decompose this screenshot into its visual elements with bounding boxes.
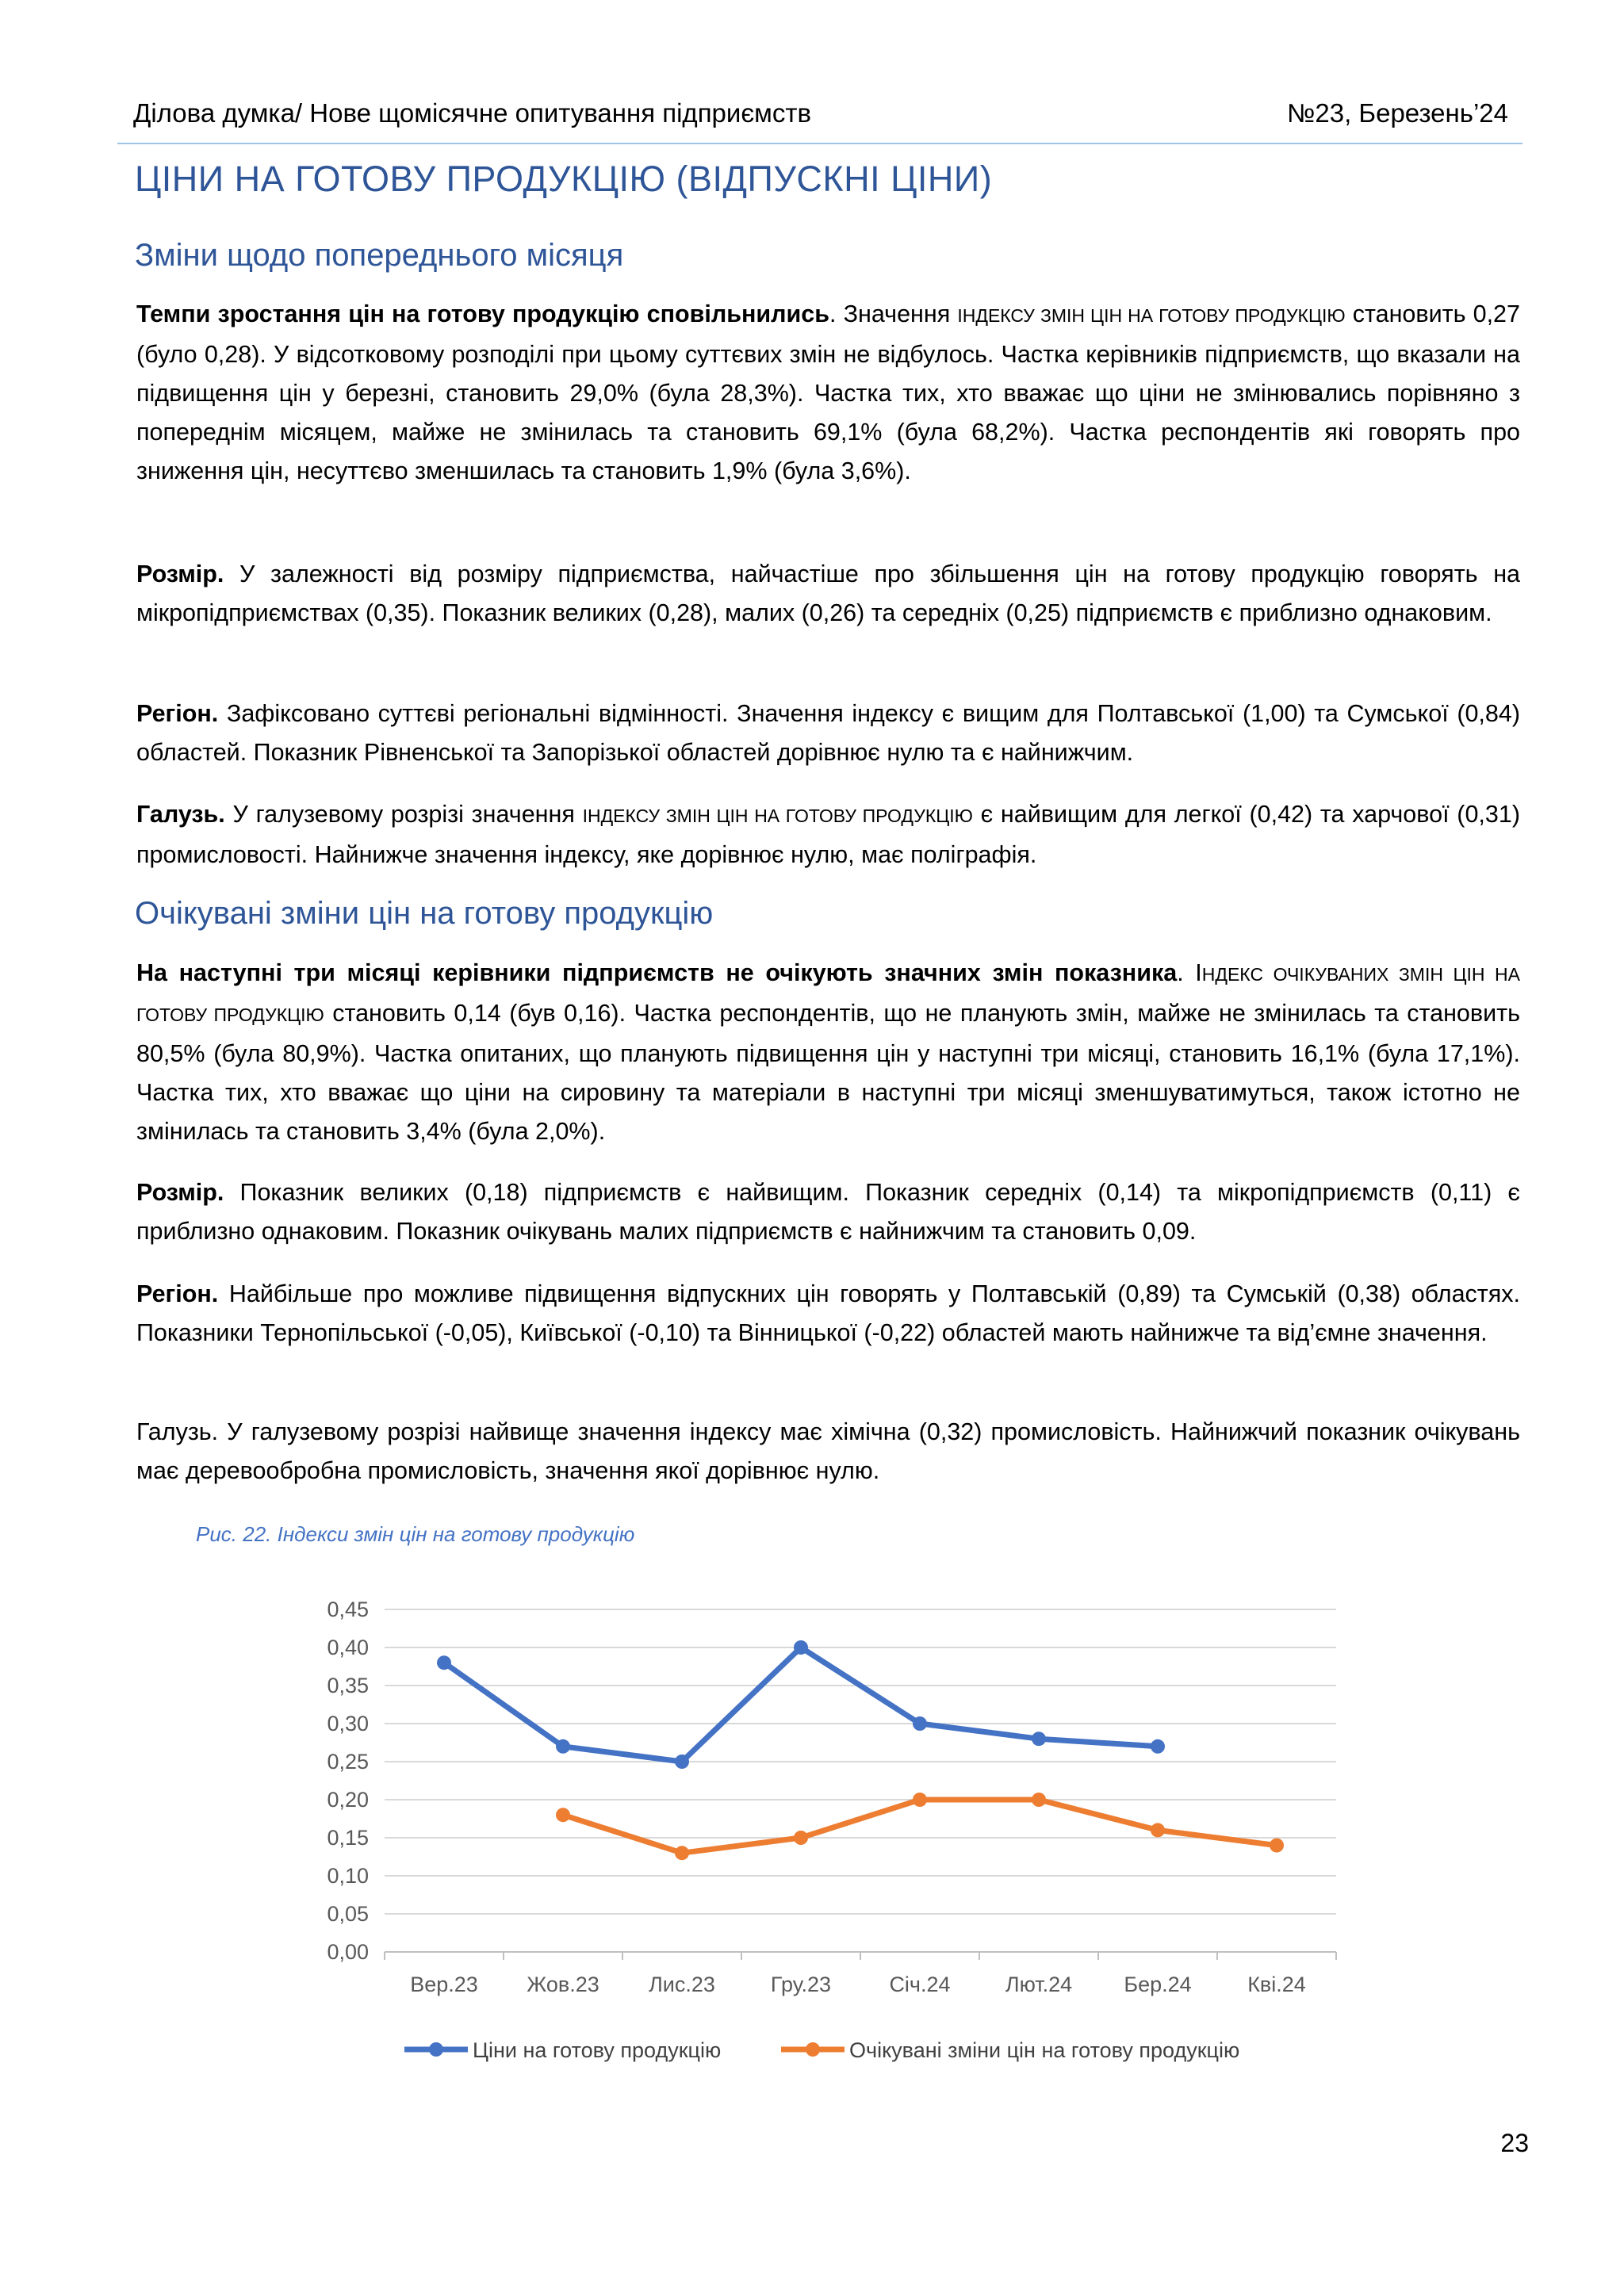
- page-header: [117, 98, 1522, 144]
- header-issue: №23, Березень’24: [1286, 98, 1508, 128]
- paragraph-expected-region: Регіон. Найбільше про можливе підвищення відпускних цін говорять у Полтавській (0,89) та Сумській (0,38) областях. Показники Тернопільської (-0,05), Київської (-0,10) та Вінницької (-0,22) областей мають найнижче та від’ємне значення.: [136, 1280, 1520, 1346]
- legend-marker: [806, 2042, 820, 2057]
- chart-x-axis: [385, 1952, 1336, 1996]
- y-tick-label: 0,45: [327, 1598, 369, 1621]
- section-heading-changes: Зміни щодо попереднього місяця: [135, 238, 624, 273]
- y-tick-label: 0,05: [327, 1902, 369, 1926]
- section-heading-expected: Очікувані зміни цін на готову продукцію: [135, 896, 714, 931]
- y-tick-label: 0,40: [327, 1636, 369, 1659]
- series-line: [563, 1800, 1277, 1853]
- paragraph-expected-industry: Галузь. У галузевому розрізі найвище значення індексу має хімічна (0,32) промисловість. Найнижчий показник очікувань має деревообробна промисловість, значення якої дорівнює нулю.: [136, 1418, 1520, 1484]
- legend-label: Очікувані зміни цін на готову продукцію: [849, 2038, 1240, 2062]
- page-number: 23: [1500, 2129, 1529, 2157]
- header-publication: Ділова думка/ Нове щомісячне опитування підприємств: [133, 98, 812, 128]
- y-tick-label: 0,00: [327, 1940, 369, 1964]
- data-point: [1032, 1732, 1046, 1746]
- series-line: [444, 1647, 1158, 1762]
- x-tick-label: Січ.24: [889, 1973, 951, 1996]
- paragraph-expected-changes: На наступні три місяці керівники підприємств не очікують значних змін показника. ІНДЕКС ОЧІКУВАНИХ ЗМІН ЦІН НА ГОТОВУ ПРОДУКЦІЮ становить 0,14 (був 0,16). Частка респондентів, що не планують змін, майже не змінилась та становить 80,5% (була 80,9%). Частка опитаних, що планують підвищення цін у наступні три місяці, становить 16,1% (була 17,1%). Частка тих, хто вважає що ціни на сировину та матеріали в наступні три місяці зменшуватимуться, також істотно не змінилась та становить 3,4% (була 2,0%).: [136, 959, 1521, 1145]
- y-tick-label: 0,35: [327, 1674, 369, 1697]
- paragraph-industry: Галузь. У галузевому розрізі значення ІНДЕКСУ ЗМІН ЦІН НА ГОТОВУ ПРОДУКЦІЮ є найвищим для легкої (0,42) та харчової (0,31) промисловості. Найнижче значення індексу, яке дорівнює нулю, має поліграфія.: [136, 801, 1520, 868]
- data-point: [1151, 1739, 1165, 1754]
- data-point: [675, 1846, 689, 1860]
- data-point: [556, 1808, 570, 1822]
- legend-marker: [429, 2042, 443, 2057]
- data-point: [794, 1831, 808, 1845]
- data-point: [913, 1793, 927, 1807]
- paragraph-size: Розмір. У залежності від розміру підприємства, найчастіше про збільшення цін на готову продукцію говорять на мікропідприємствах (0,35). Показник великих (0,28), малих (0,26) та середніх (0,25) підприємств є приблизно однаковим.: [136, 561, 1520, 626]
- chart-legend: [404, 2038, 1239, 2062]
- data-point: [675, 1755, 689, 1769]
- x-tick-label: Вер.23: [410, 1973, 478, 1996]
- x-tick-label: Лют.24: [1005, 1973, 1073, 1996]
- legend-label: Ціни на готову продукцію: [473, 2038, 722, 2062]
- chart-gridlines: [385, 1609, 1336, 1914]
- y-tick-label: 0,15: [327, 1826, 369, 1850]
- chart-series: [437, 1640, 1284, 1860]
- x-tick-label: Жов.23: [527, 1973, 599, 1996]
- paragraph-region: Регіон. Зафіксовано суттєві регіональні відмінності. Значення індексу є вищим для Полтавської (1,00) та Сумської (0,84) областей. Показник Рівненської та Запорізької областей дорівнює нулю та є найнижчим.: [136, 700, 1520, 766]
- y-tick-label: 0,20: [327, 1788, 369, 1812]
- y-tick-label: 0,25: [327, 1750, 369, 1774]
- x-tick-label: Гру.23: [770, 1973, 832, 1996]
- figure-caption: Рис. 22. Індекси змін цін на готову продукцію: [196, 1522, 635, 1546]
- x-tick-label: Бер.24: [1124, 1973, 1192, 1996]
- data-point: [437, 1655, 451, 1670]
- x-tick-label: Лис.23: [649, 1973, 715, 1996]
- page-title: ЦІНИ НА ГОТОВУ ПРОДУКЦІЮ (ВІДПУСКНІ ЦІНИ): [135, 159, 993, 199]
- data-point: [913, 1716, 927, 1731]
- data-point: [1032, 1793, 1046, 1807]
- data-point: [1151, 1823, 1165, 1837]
- data-point: [556, 1739, 570, 1754]
- x-tick-label: Кві.24: [1247, 1973, 1306, 1996]
- paragraph-lead: Темпи зростання цін на готову продукцію сповільнились: [136, 300, 829, 327]
- price-index-line-chart: [270, 1578, 1380, 2085]
- y-tick-label: 0,30: [327, 1712, 369, 1735]
- data-point: [794, 1640, 808, 1655]
- paragraph-price-growth: Темпи зростання цін на готову продукцію сповільнились. Значення ІНДЕКСУ ЗМІН ЦІН НА ГОТОВУ ПРОДУКЦІЮ становить 0,27 (було 0,28). У відсотковому розподілі при цьому суттєвих змін не відбулось. Частка керівників підприємств, що вказали на підвищення цін у березні, становить 29,0% (була 28,3%). Частка тих, хто вважає що ціни не змінювались порівняно з попереднім місяцем, майже не змінилась та становить 69,1% (була 68,2%). Частка респондентів які говорять про зниження цін, несуттєво зменшилась та становить 1,9% (була 3,6%).: [136, 300, 1520, 484]
- paragraph-expected-size: Розмір. Показник великих (0,18) підприємств є найвищим. Показник середніх (0,14) та мікропідприємств (0,11) є приблизно однаковим. Показник очікувань малих підприємств є найнижчим та становить 0,09.: [136, 1179, 1520, 1245]
- y-tick-label: 0,10: [327, 1864, 369, 1888]
- chart-y-axis: [327, 1598, 369, 1964]
- data-point: [1270, 1839, 1284, 1853]
